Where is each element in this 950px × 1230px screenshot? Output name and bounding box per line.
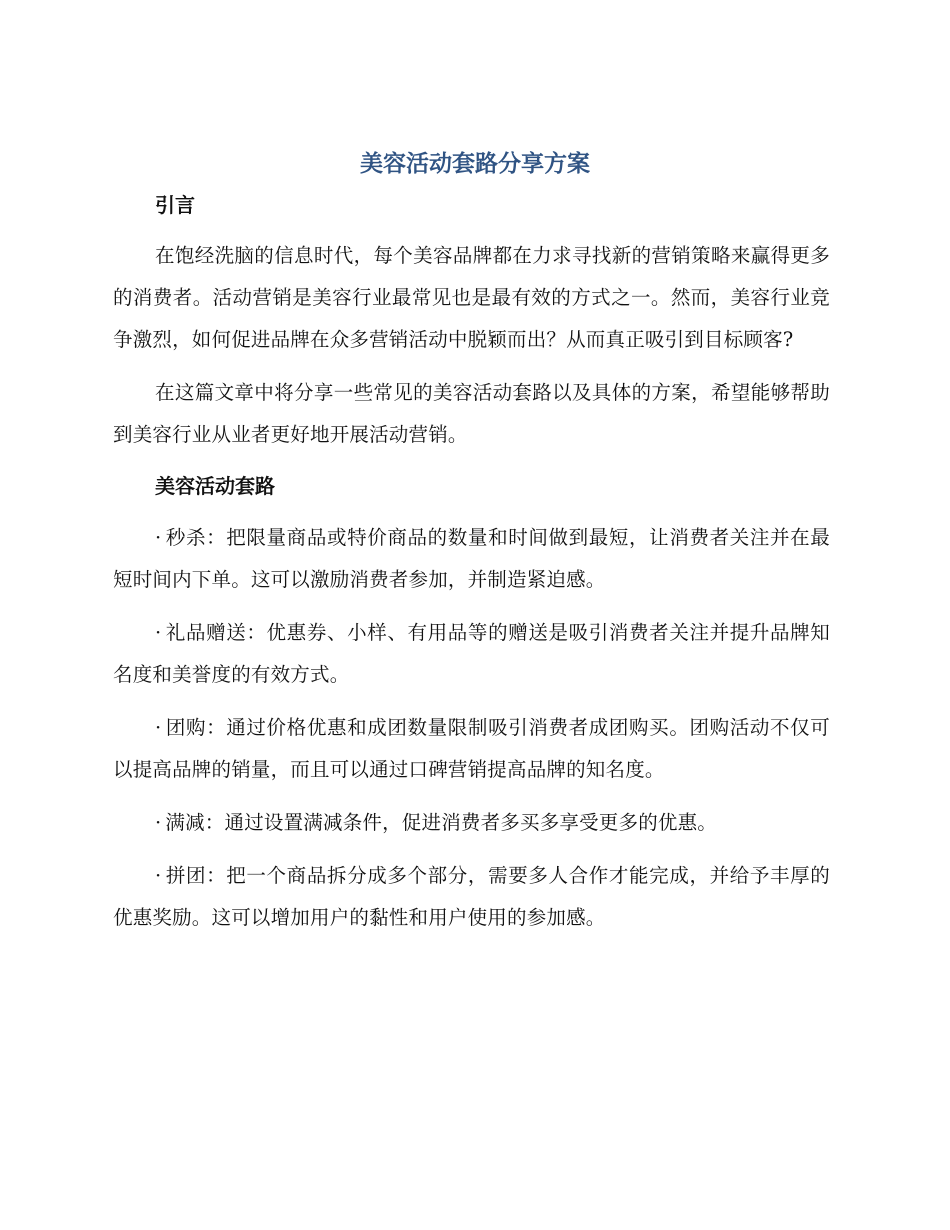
list-item (113, 707, 830, 791)
section-heading-tactics: 美容活动套路 (155, 474, 275, 498)
bullet-icon: · (155, 716, 162, 739)
bullet-icon: · (155, 811, 162, 834)
bullet-text-discount: 满减：通过设置满减条件，促进消费者多买多享受更多的优惠。 (165, 811, 718, 834)
list-item (113, 802, 830, 844)
intro-paragraph-1: 在饱经洗脑的信息时代，每个美容品牌都在力求寻找新的营销策略来赢得更多的消费者。活动营销是美容行业最常见也是最有效的方式之一。然而，美容行业竞争激烈，如何促进品牌在众多营销活动中脱颖而出？从而真正吸引到目标顾客? (113, 244, 830, 351)
bullet-icon: · (155, 526, 162, 549)
document-body (113, 187, 830, 939)
bullet-icon: · (155, 621, 162, 644)
bullet-text-team-up: 拼团：把一个商品拆分成多个部分，需要多人合作才能完成，并给予丰厚的优惠奖励。这可以增加用户的黏性和用户使用的参加感。 (113, 864, 830, 929)
section-heading-intro: 引言 (155, 193, 195, 217)
list-item (113, 517, 830, 601)
intro-paragraph-2: 在这篇文章中将分享一些常见的美容活动套路以及具体的方案，希望能够帮助到美容行业从业者更好地开展活动营销。 (113, 381, 830, 446)
bullet-text-gift: 礼品赠送：优惠券、小样、有用品等的赠送是吸引消费者关注并提升品牌知名度和美誉度的有效方式。 (113, 621, 830, 686)
bullet-text-flash-sale: 秒杀：把限量商品或特价商品的数量和时间做到最短，让消费者关注并在最短时间内下单。这可以激励消费者参加，并制造紧迫感。 (113, 526, 830, 591)
bullet-icon: · (155, 864, 162, 887)
document-title: 美容活动套路分享方案 (360, 151, 590, 177)
list-item (113, 612, 830, 696)
list-item (113, 855, 830, 939)
bullet-text-group-buy: 团购：通过价格优惠和成团数量限制吸引消费者成团购买。团购活动不仅可以提高品牌的销量，而且可以通过口碑营销提高品牌的知名度。 (113, 716, 830, 781)
